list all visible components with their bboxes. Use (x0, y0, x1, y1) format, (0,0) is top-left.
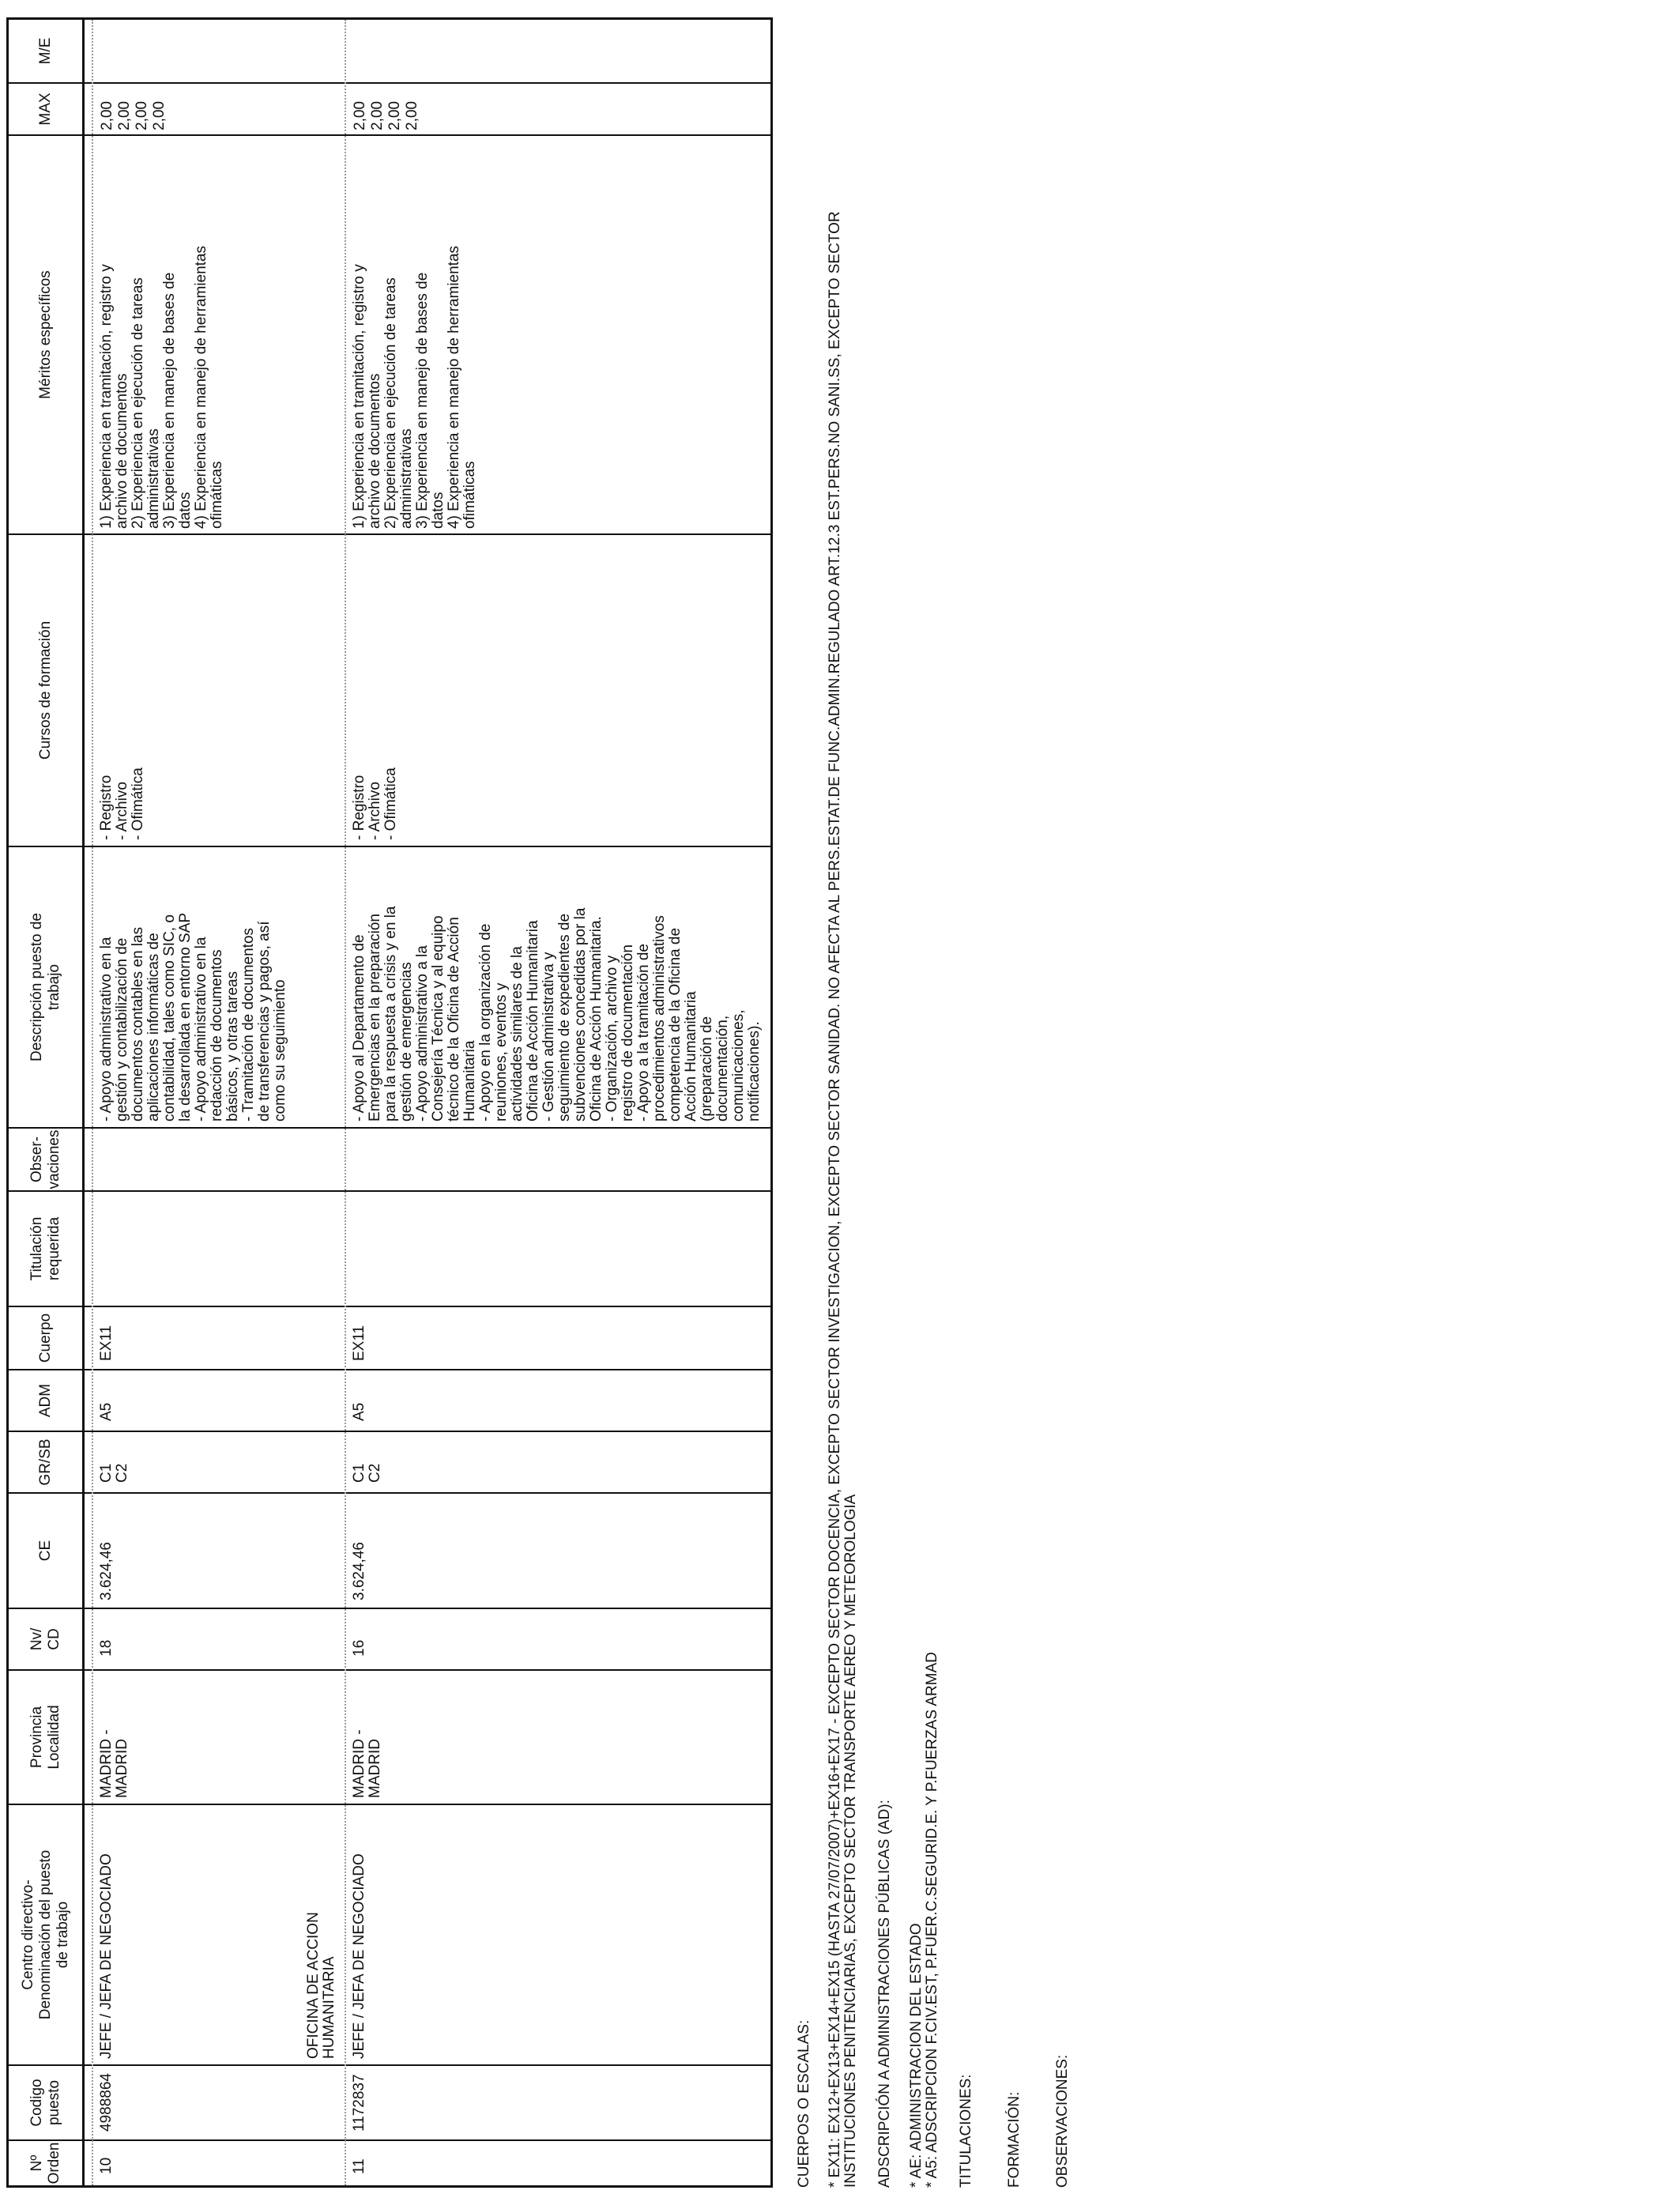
cuerpos-title: CUERPOS O ESCALAS: (796, 2019, 812, 2188)
cell-codigo: 4988864 (98, 2073, 115, 2132)
header-me: M/E (36, 37, 54, 65)
header-provincia: Provincia Localidad (9, 1669, 82, 1804)
header-ce: CE (9, 1492, 82, 1608)
column-divider (85, 533, 770, 535)
cell-ce: 3.624,46 (351, 1542, 367, 1600)
cell-meritos: 1) Experiencia en tramitación, registro y archivo de documentos 2) Experiencia en ejecución de tareas administrativas 3) Experiencia en manejo de bases de datos 4) Experiencia en manejo de herramientas ofimáticas (351, 245, 478, 529)
cell-orden: 10 (98, 2157, 115, 2174)
table-header (9, 20, 85, 2185)
column-divider (85, 1306, 770, 1307)
cell-cursos: - Registro - Archivo - Ofimática (98, 767, 146, 840)
cell-centro: JEFE / JEFA DE NEGOCIADO (98, 1853, 115, 2059)
column-divider (85, 1369, 770, 1370)
column-divider (85, 1190, 770, 1192)
cell-cursos: - Registro - Archivo - Ofimática (351, 767, 399, 840)
header-nivel: Nv/ CD (9, 1608, 82, 1669)
cell-provincia: MADRID - MADRID (351, 1729, 383, 1798)
cell-grsb: C1 C2 (351, 1463, 383, 1483)
column-divider (85, 2139, 770, 2141)
row-separator (92, 20, 93, 2185)
header-centro: Centro directivo- Denominación del puesto de trabajo (9, 1804, 82, 2064)
cell-grsb: C1 C2 (98, 1463, 130, 1483)
cuerpos-text: * EX11: EX12+EX13+EX14+EX15 (HASTA 27/07/2007)+EX16+EX17 - EXCEPTO SECTOR DOCENCIA, EXCEPTO SECTOR INVESTIGACION, EXCEPTO SECTOR SANIDAD. NO AFECTA AL PERS.ESTAT.DE FUNC.ADMIN.REGULADO ART.12.3 EST.PERS.NO SANI.SS, EXCEPTO SECTOR INSTITUCIONES PENITENCIARIAS, EXCEPTO SECTOR TRANSPORTE AEREO Y METEOROLOGIA (827, 211, 859, 2188)
column-divider (85, 134, 770, 136)
cell-orden: 11 (351, 2158, 367, 2174)
header-codigo: Codigo puesto (9, 2064, 82, 2139)
header-cursos: Cursos de formación (9, 533, 82, 846)
column-divider (85, 1608, 770, 1609)
cell-provincia: MADRID - MADRID (98, 1729, 130, 1798)
cell-ce: 3.624,46 (98, 1542, 115, 1600)
cell-nivel: 18 (98, 1639, 115, 1657)
cell-cuerpo: EX11 (98, 1325, 115, 1361)
header-adm: ADM (9, 1369, 82, 1431)
header-max: MAX (9, 82, 82, 134)
observaciones-label: OBSERVACIONES: (1054, 2054, 1071, 2188)
header-grsb: GR/SB (9, 1431, 82, 1492)
row-separator (345, 20, 346, 2185)
header-orden: Nº Orden (9, 2139, 82, 2185)
column-divider (85, 1804, 770, 1805)
cell-max: 2,00 2,00 2,00 2,00 (99, 101, 168, 130)
column-divider (85, 846, 770, 847)
column-divider (85, 2064, 770, 2066)
cell-descripcion: - Apoyo al Departamento de Emergencias en la preparación para la respuesta a crisis y en la gestión de emergencias - Apoyo administrativo a la Consejería Técnica y al equipo técnico de la Oficina de Acción Humanitaria - Apoyo en la organización de reuniones, eventos y actividades similares de la Oficina de Acción Humanitaria - Gestión administrativa y seguimiento de expedientes de subvenciones concedidas por la Oficina de Acción Humanitaria. - Organización, archivo y registro de documentación - Apoyo a la tramitación de procedimientos administrativos competencia de la Oficina de Acción Humanitaria (preparación de documentación, comunicaciones, notificaciones). (351, 906, 763, 1122)
cell-max: 2,00 2,00 2,00 2,00 (352, 101, 420, 130)
header-titulacion: Titulación requerida (9, 1190, 82, 1306)
cell-meritos: 1) Experiencia en tramitación, registro y archivo de documentos 2) Experiencia en ejecución de tareas administrativas 3) Experiencia en manejo de bases de datos 4) Experiencia en manejo de herramientas ofimáticas (98, 245, 225, 529)
cell-centro: JEFE / JEFA DE NEGOCIADO (351, 1853, 367, 2059)
cell-cuerpo: EX11 (351, 1325, 367, 1361)
cell-unidad: OFICINA DE ACCION HUMANITARIA (305, 1912, 337, 2059)
job-table (6, 17, 773, 2188)
header-meritos: Méritos específicos (9, 134, 82, 533)
cell-adm: A5 (351, 1402, 367, 1421)
titulaciones-label: TITULACIONES: (958, 2074, 974, 2188)
column-divider (85, 1669, 770, 1671)
cell-codigo: 1172837 (351, 2074, 367, 2132)
cell-descripcion: - Apoyo administrativo en la gestión y contabilización de documentos contables en las aplicaciones informáticas de contabilidad, tales como SIC, o la desarrollada en entorno SAP - Apoyo administrativo en la redacción de documentos básicos, y otras tareas - Tramitación de documentos de transferencias y pagos, así como su seguimiento (98, 912, 288, 1122)
column-divider (85, 1127, 770, 1129)
cell-adm: A5 (98, 1402, 115, 1421)
column-divider (85, 1492, 770, 1494)
column-divider (85, 82, 770, 84)
adscripcion-text: * AE: ADMINISTRACION DEL ESTADO * A5: ADSCRIPCION F.CIV.EST, P.FUER.C.SEGURID.E. Y P.FUERZAS ARMAD (908, 1652, 940, 2188)
formacion-label: FORMACIÓN: (1006, 2091, 1023, 2188)
header-descripcion: Descripción puesto de trabajo (9, 846, 82, 1127)
adscripcion-title: ADSCRIPCIÓN A ADMINISTRACIONES PÚBLICAS (AD): (876, 1800, 893, 2188)
header-observaciones: Obser- vaciones (9, 1127, 82, 1190)
column-divider (85, 1431, 770, 1432)
cell-nivel: 16 (351, 1639, 367, 1657)
header-cuerpo: Cuerpo (9, 1306, 82, 1369)
